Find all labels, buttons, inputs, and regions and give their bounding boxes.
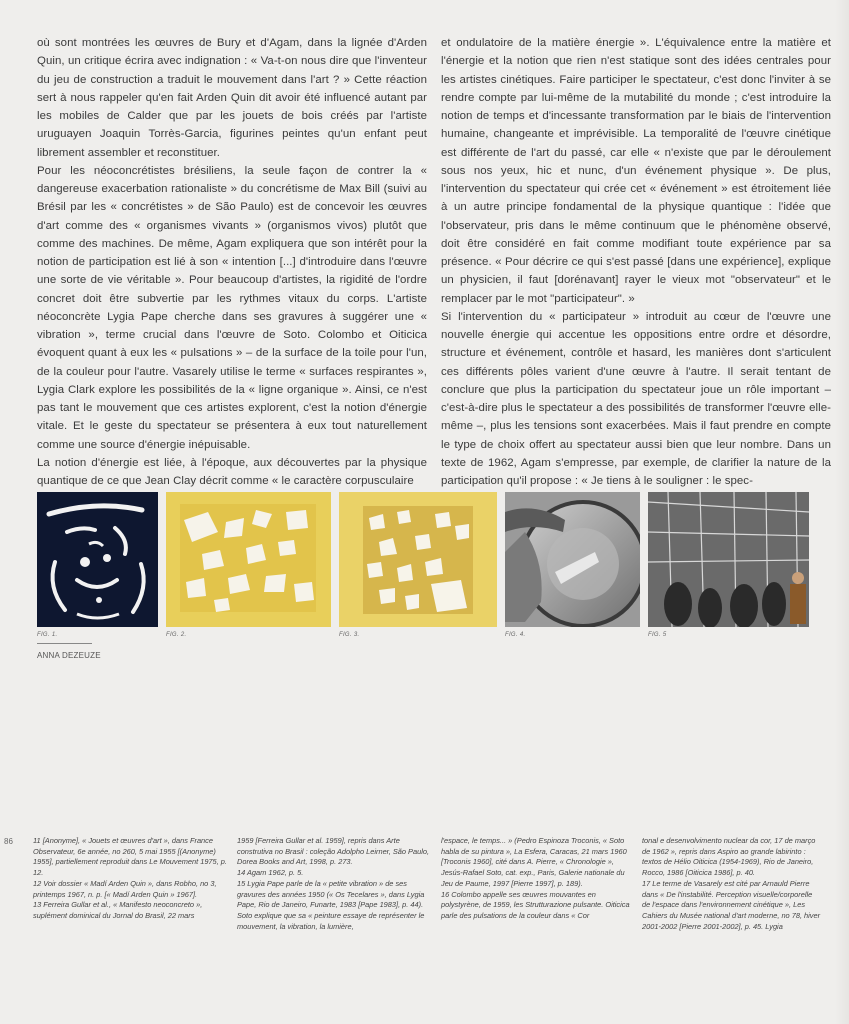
paragraph: Pour les néoconcrétistes brésiliens, la seule façon de contrer la « dangereuse exacerbation rationaliste » du concrétisme de Max Bill (suivi au Brésil par les « concrétistes » de São Paulo) est de concevoir les œuvres d'art comme des « organismes vivants » (organismos vivos) plutôt que comme des machines. De même, Agam expliquera que son intérêt pour la notion de participation est lié à son « intention [...] d'introduire dans l'œuvre une sorte de vie véritable ». Pour beaucoup d'artistes, la rigidité de l'ordre concret doit être subvertie par les rythmes vitaux du corps. L'artiste néoconcrète Lygia Pape cherche dans ses gravures à suggérer une « vibration », terme crucial dans l'œuvre de Soto. Colombo et Oiticica évoquent quant à eux les « pulsations » – de la surface de la toile pour l'un, de la couleur pour l'autre. Vasarely utilise le terme « surfaces respirantes », Lygia Clark explore les possibilités de la « ligne organique ». Ainsi, ce n'est pas tant le mouvement que ces artistes explorent, c'est la notion d'énergie vitale. Et le geste du spectateur se présentera à eux tout naturellement comme une source d'énergie inépuisable. [37, 164, 427, 451]
footnotes-column-1 [33, 836, 231, 922]
footnote-text: l'espace, le temps... » (Pedro Espinoza Troconis, « Soto habla de su pintura », La Esfera, Caracas, 21 mars 1960 [Troconis 1960], cité dans A. Pierre, « Chronologie », Jesús-Rafael Soto, cat. exp., Paris, Galerie nationale du Jeu de Paume, 1997 [Pierre 1997], p. 189). 16 Colombo appelle ses œuvres mouvantes en polystyrène, de 1959, les Strutturazione pulsante. Oiticica parle des pulsations de la couleur dans « Cor [441, 836, 630, 920]
figure-2-caption: FIG. 2. [166, 632, 187, 638]
paragraph: où sont montrées les œuvres de Bury et d'Agam, dans la lignée d'Arden Quin, un critique écrira avec indignation : « Va-t-on nous dire que l'inventeur du jeu de construction a traduit le mouvement dans l'art ? » Cette réaction sert à nous rappeler qu'en fait Arden Quin dit avoir été influencé autant par les mobiles de Calder que par les jouets de bois créés par l'artiste uruguayen Joaquin Torrès-Garcia, figurines peintes qu'un enfant peut librement assembler et reconstituer. [37, 37, 427, 159]
left-text-column [37, 34, 427, 490]
figure-3-image [339, 492, 497, 627]
footnote-text: 11 [Anonyme], « Jouets et œuvres d'art », dans France Observateur, 6e année, no 260, 5 mai 1955 [(Anonyme) 1955], partiellement reproduit dans Le Mouvement 1975, p. 12. 12 Voir dossier « Madí Arden Quin », dans Robho, no 3, printemps 1967, n. p. [« Madí Arden Quin » 1967]. 13 Ferreira Gullar et al., « Manifesto neoconcreto », suplément dominical du Jornal do Brasil, 22 mars [33, 836, 227, 920]
footnotes-column-4 [642, 836, 822, 932]
figure-2-image [166, 492, 331, 627]
figure-4-caption: FIG. 4. [505, 632, 526, 638]
footnote-text: 1959 [Ferreira Gullar et al. 1959], repris dans Arte construtiva no Brasil : coleção Adolpho Leirner, São Paulo, Dorea Books and Art, 1998, p. 273. 14 Agam 1962, p. 5. 15 Lygia Pape parle de la « petite vibration » de ses gravures des années 1950 (« Os Tecelares », dans Lygia Pape, Rio de Janeiro, Funarte, 1983 [Pape 1983], p. 44). Soto explique que sa « peinture essaye de représenter le mouvement, la vibration, la lumière, [237, 836, 429, 931]
figure-4-image [505, 492, 640, 627]
author-name: ANNA DEZEUZE [37, 651, 101, 660]
footnotes-column-3 [441, 836, 636, 922]
footnotes-column-2 [237, 836, 437, 932]
paragraph: La notion d'énergie est liée, à l'époque, aux découvertes par la physique quantique de ce que Jean Clay décrit comme « le caractère corpusculaire [37, 456, 427, 487]
right-text-column [441, 34, 831, 490]
figure-1-image [37, 492, 158, 627]
page-edge-shadow [835, 0, 849, 1024]
figure-3-caption: FIG. 3. [339, 632, 360, 638]
footnote-text: tonal e desenvolvimento nuclear da cor, 17 de março de 1962 », repris dans Aspiro ao grande labirinto : textos de Hélio Oiticica (1954-1969), Rio de Janeiro, Rocco, 1986 [Oiticica 1986], p. 40. 17 Le terme de Vasarely est cité par Arnauld Pierre dans « De l'instabilité. Perception visuelle/corporelle de l'espace dans l'environnement cinétique », Les Cahiers du Musée national d'art moderne, no 78, hiver 2001-2002 [Pierre 2001-2002], p. 45. Lygia [642, 836, 821, 931]
figure-1-caption: FIG. 1. [37, 632, 58, 638]
paragraph: et ondulatoire de la matière énergie ». L'équivalence entre la matière et l'énergie et la notion que rien n'est statique sont des idées centrales pour les artistes cinétiques. Faire participer le spectateur, c'est donc l'inviter à se rendre compte par lui-même de la mutabilité du monde ; c'est introduire la notion de temps et d'incessante transformation par le biais de l'intervention humaine, changeante et imprévisible. La temporalité de l'œuvre cinétique est différente de l'art du passé, car elle « n'existe que par le déroulement sous nos yeux, hic et nunc, d'un événement physique ». De plus, l'intervention du spectateur qui crée cet « événement » est étroitement liée à un autre principe fondamental de la physique quantique : l'idée que l'observateur, pris dans le même continuum que le phénomène observé, doit être considéré en fait comme modifiant toute expérience par sa présence. « Pour décrire ce qui s'est passé [dans une expérience], explique un physicien, il faut [dorénavant] rayer le vieux mot "observateur" et le remplacer par le mot "participateur". » [441, 37, 831, 305]
figure-5-image [648, 492, 809, 627]
paragraph: Si l'intervention du « participateur » introduit au cœur de l'œuvre une nouvelle énergie qui accentue les oppositions entre ordre et désordre, structure et événement, contrôle et hasard, les manières dont s'articulent ces différents pôles varient d'une œuvre à l'autre. Il serait tentant de conclure que plus la participation du spectateur joue un rôle important – c'est-à-dire plus le spectateur a des possibilités de transformer l'œuvre elle-même –, plus les tensions sont exacerbées. Mais il faut prendre en compte le type de choix offert au spectateur aussi bien que leur nombre. Dans un texte de 1962, Agam s'empresse, par exemple, de clarifier la nature de la participation qu'il propose : « Je tiens à le souligner : le spec- [441, 310, 831, 487]
page-number: 86 [4, 837, 13, 846]
figure-5-caption: FIG. 5 [648, 632, 667, 638]
author-divider [37, 643, 92, 644]
